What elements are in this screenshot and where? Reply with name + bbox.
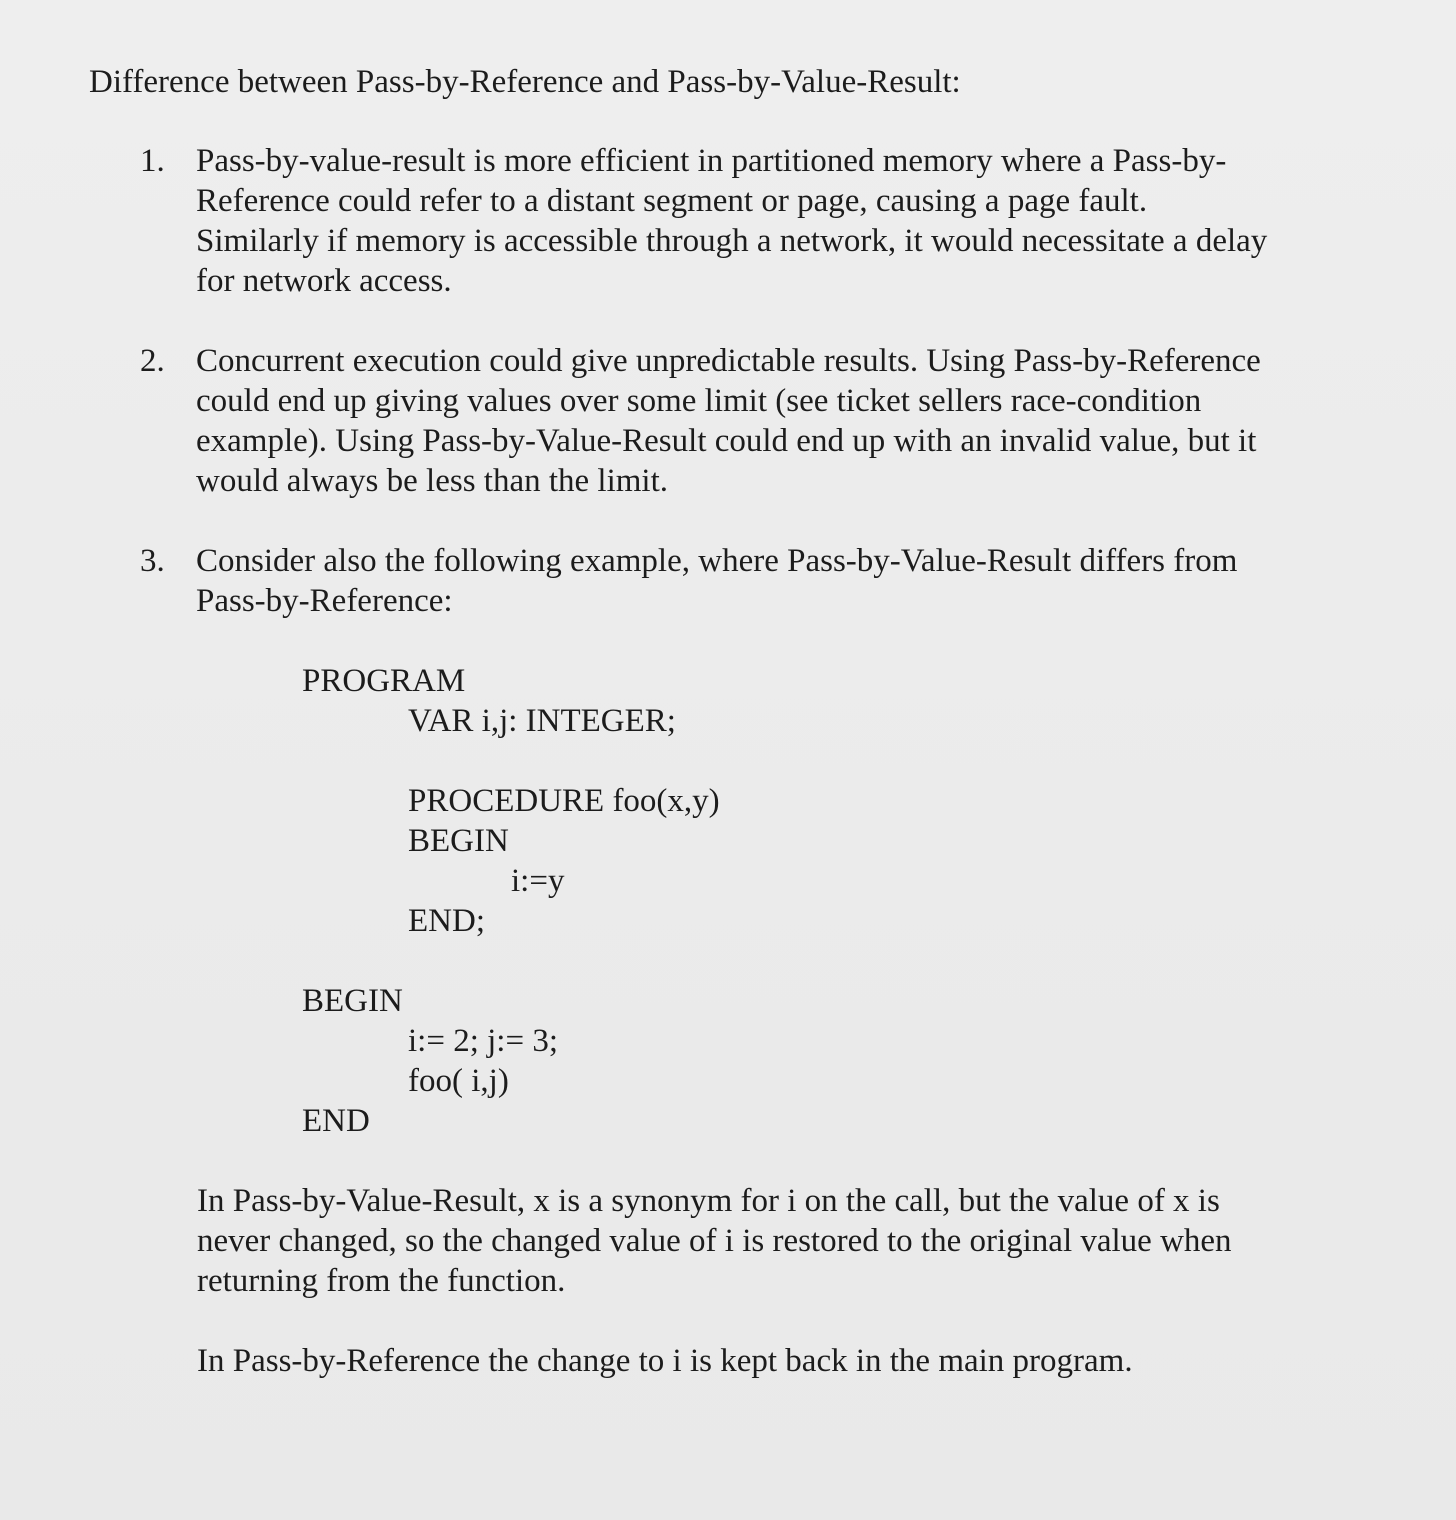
list-item-text xyxy=(196,541,1366,621)
list-item-number: 1. xyxy=(140,143,165,179)
paragraph-value-result xyxy=(197,1181,1347,1301)
paragraph-reference xyxy=(197,1341,1347,1381)
text-line: example). Using Pass-by-Value-Result could end up with an invalid value, but it xyxy=(196,423,1257,459)
text-line: Similarly if memory is accessible through a network, it would necessitate a delay xyxy=(196,223,1268,259)
list-item-text xyxy=(196,141,1366,301)
list-item-text xyxy=(196,341,1366,501)
code-line: PROGRAM xyxy=(302,663,466,699)
code-line: VAR i,j: INTEGER; xyxy=(408,703,676,739)
text-line: would always be less than the limit. xyxy=(196,463,669,499)
text-line: Concurrent execution could give unpredictable results. Using Pass-by-Reference xyxy=(196,343,1261,379)
text-line: returning from the function. xyxy=(197,1263,566,1299)
text-line: In Pass-by-Reference the change to i is kept back in the main program. xyxy=(197,1343,1133,1379)
text-line: In Pass-by-Value-Result, x is a synonym for i on the call, but the value of x is xyxy=(197,1183,1220,1219)
text-line: Consider also the following example, where Pass-by-Value-Result differs from xyxy=(196,543,1238,579)
code-line: i:= 2; j:= 3; xyxy=(408,1023,558,1059)
text-line: could end up giving values over some limit (see ticket sellers race-condition xyxy=(196,383,1202,419)
list-item-number: 3. xyxy=(140,543,165,579)
list-item-number: 2. xyxy=(140,343,165,379)
document-title: Difference between Pass-by-Reference and Pass-by-Value-Result: xyxy=(89,64,961,100)
text-line: Pass-by-value-result is more efficient in partitioned memory where a Pass-by- xyxy=(196,143,1227,179)
code-line: foo( i,j) xyxy=(408,1063,509,1099)
code-line: END; xyxy=(408,903,485,939)
code-line: PROCEDURE foo(x,y) xyxy=(408,783,720,819)
text-line: never changed, so the changed value of i is restored to the original value when xyxy=(197,1223,1232,1259)
code-line: BEGIN xyxy=(302,983,403,1019)
text-line: for network access. xyxy=(196,263,452,299)
text-line: Reference could refer to a distant segment or page, causing a page fault. xyxy=(196,183,1148,219)
code-line: i:=y xyxy=(511,863,565,899)
code-line: END xyxy=(302,1103,370,1139)
text-line: Pass-by-Reference: xyxy=(196,583,453,619)
code-line: BEGIN xyxy=(408,823,509,859)
